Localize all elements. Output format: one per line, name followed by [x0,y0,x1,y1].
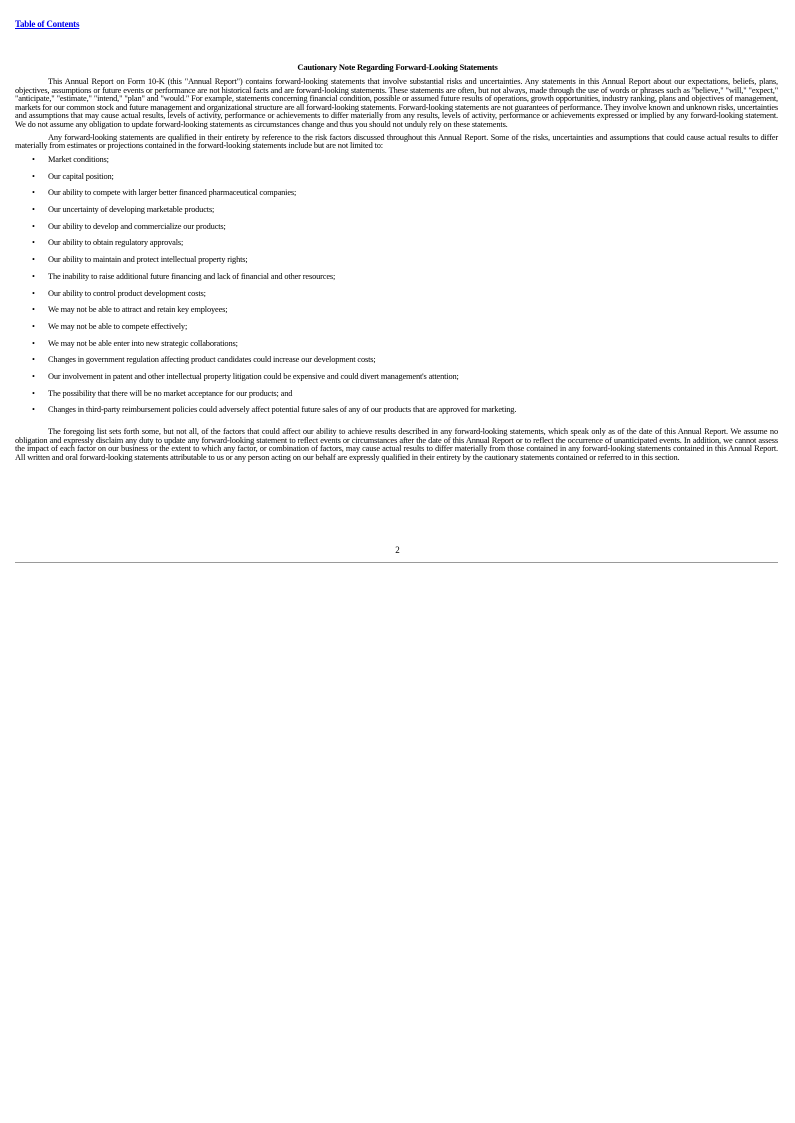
list-item [15,355,778,372]
bullet-icon: • [32,338,35,348]
bullet-icon: • [32,321,35,331]
list-item [15,222,778,239]
list-item [15,405,778,422]
list-item-text: The possibility that there will be no market acceptance for our products; and [48,388,293,398]
list-item [15,389,778,406]
bullet-icon: • [32,355,35,365]
bullet-icon: • [32,288,35,298]
list-item-text: Our involvement in patent and other intellectual property litigation could be expensive and could divert management's attention; [48,371,459,381]
list-item-text: We may not be able enter into new strategic collaborations; [48,338,238,348]
bullet-icon: • [32,188,35,198]
risk-intro-paragraph: Any forward-looking statements are qualified in their entirety by reference to the risk factors discussed throughout this Annual Report. Some of the risks, uncertainties and assumptions that could cause actual results to differ materially from estimates or projections contained in the forward-looking statements include but are not limited to: [15,132,778,150]
list-item-text: Our ability to control product development costs; [48,288,206,298]
list-item-text: Our ability to compete with larger better financed pharmaceutical companies; [48,188,297,198]
list-item-text: Our ability to develop and commercialize our products; [48,221,226,231]
bullet-icon: • [32,238,35,248]
bullet-icon: • [32,221,35,231]
list-item [15,322,778,339]
list-item-text: Changes in government regulation affecting product candidates could increase our development costs; [48,355,376,365]
list-item-text: We may not be able to compete effectively; [48,321,188,331]
bullet-icon: • [32,205,35,215]
bullet-icon: • [32,305,35,315]
page-divider [15,562,778,563]
bullet-icon: • [32,371,35,381]
list-item-text: Our ability to maintain and protect intellectual property rights; [48,255,248,265]
list-item [15,205,778,222]
list-item-text: Market conditions; [48,155,109,164]
list-item-text: The inability to raise additional future financing and lack of financial and other resources; [48,271,336,281]
list-item-text: We may not be able to attract and retain key employees; [48,305,228,315]
bullet-icon: • [32,388,35,398]
list-item [15,339,778,356]
list-item-text: Our uncertainty of developing marketable products; [48,205,215,215]
list-item [15,372,778,389]
page-number: 2 [395,545,400,555]
bullet-icon: • [32,255,35,265]
list-item-text: Our capital position; [48,171,114,181]
table-of-contents-link[interactable]: Table of Contents [15,19,80,29]
list-item-text: Changes in third-party reimbursement policies could adversely affect potential future sales of any of our products that are approved for marketing. [48,405,517,415]
list-item [15,272,778,289]
bullet-icon: • [32,155,35,164]
list-item [15,289,778,306]
bullet-icon: • [32,405,35,415]
risk-factor-list [15,155,778,422]
list-item [15,188,778,205]
list-item [15,238,778,255]
list-item [15,255,778,272]
intro-paragraph: This Annual Report on Form 10-K (this "Annual Report") contains forward-looking statements that involve substantial risks and uncertainties. Any statements in this Annual Report about our expectations, beliefs, plans, objectives, assumptions or future events or performance are not historical facts and are forward-looking statements. These statements are often, but not always, made through the use of words or phrases such as "believe," "will," "expect," "anticipate," "estimate," "intend," "plan" and "would." For example, statements concerning financial condition, possible or assumed future results of operations, growth opportunities, industry ranking, plans and objectives of management, markets for our common stock and future management and organizational structure are all forward-looking statements. Forward-looking statements are not guarantees of performance. They involve known and unknown risks, uncertainties and assumptions that may cause actual results, levels of activity, performance or achievements to differ materially from any results, levels of activity, performance or achievements expressed or implied by any forward-looking statement. We do not assume any obligation to update forward-looking statements as circumstances change and thus you should not unduly rely on these statements. [15,77,778,129]
bullet-icon: • [32,271,35,281]
list-item [15,305,778,322]
closing-paragraph: The foregoing list sets forth some, but not all, of the factors that could affect our ability to achieve results described in any forward-looking statements, which speak only as of the date of this Annual Report. We assume no obligation and expressly disclaim any duty to update any forward-looking statement to reflect events or circumstances after the date of this Annual Report or to reflect the occurrence of unanticipated events. In addition, we cannot assess the impact of each factor on our business or the extent to which any factor, or combination of factors, may cause actual results to differ materially from those contained in any forward-looking statements contained in this Annual Report. All written and oral forward-looking statements attributable to us or any person acting on our behalf are expressly qualified in their entirety by the cautionary statements contained or referred to in this section. [15,427,778,462]
list-item [15,172,778,189]
list-item-text: Our ability to obtain regulatory approvals; [48,238,184,248]
document-body [15,78,778,467]
section-heading: Cautionary Note Regarding Forward-Looking Statements [297,62,498,72]
list-item [15,155,778,172]
bullet-icon: • [32,171,35,181]
